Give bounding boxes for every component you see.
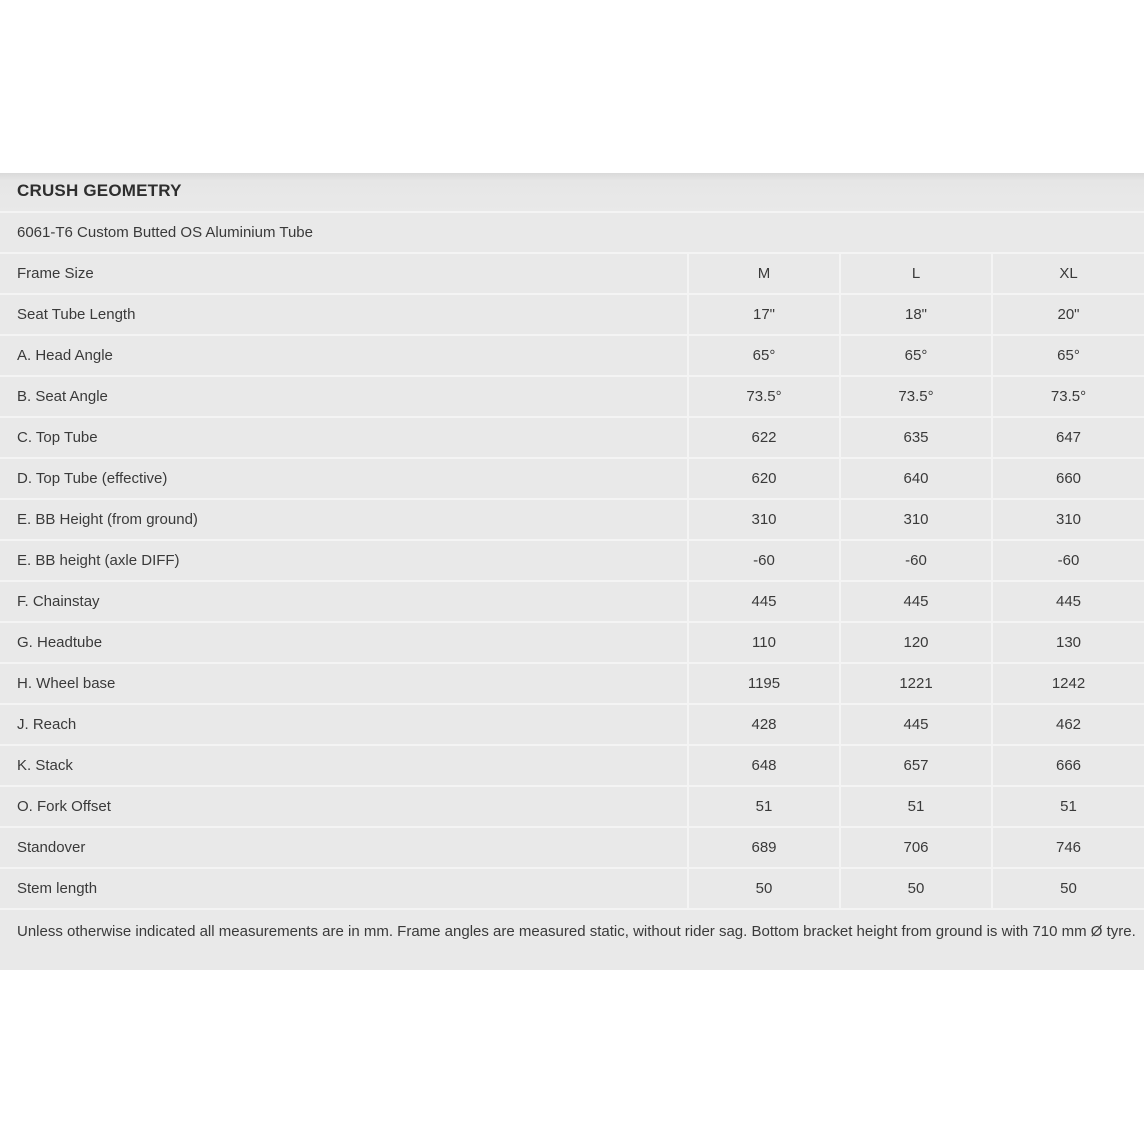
row-label: Stem length (0, 868, 688, 909)
row-value: 65° (992, 335, 1144, 376)
table-row (0, 868, 1144, 909)
row-value: 445 (688, 581, 840, 622)
row-value: 462 (992, 704, 1144, 745)
table-row (0, 663, 1144, 704)
row-value: 73.5° (688, 376, 840, 417)
geometry-table (0, 254, 1144, 910)
frame-size-label: Frame Size (0, 254, 688, 294)
row-value: -60 (840, 540, 992, 581)
row-value: 666 (992, 745, 1144, 786)
material-row (0, 213, 1144, 254)
table-row (0, 704, 1144, 745)
row-value: 746 (992, 827, 1144, 868)
row-value: 51 (992, 786, 1144, 827)
table-row (0, 376, 1144, 417)
row-label: K. Stack (0, 745, 688, 786)
row-value: 50 (688, 868, 840, 909)
row-label: B. Seat Angle (0, 376, 688, 417)
row-label: Seat Tube Length (0, 294, 688, 335)
measurement-note: Unless otherwise indicated all measurements are in mm. Frame angles are measured static, without rider sag. Bottom bracket height from ground is with 710 mm Ø tyre. (17, 923, 1136, 940)
row-value: 17" (688, 294, 840, 335)
row-value: 445 (840, 704, 992, 745)
row-value: 65° (688, 335, 840, 376)
row-value: 640 (840, 458, 992, 499)
row-value: 445 (840, 581, 992, 622)
row-label: E. BB height (axle DIFF) (0, 540, 688, 581)
size-m: M (688, 254, 840, 294)
row-value: 706 (840, 827, 992, 868)
row-label: Standover (0, 827, 688, 868)
table-row (0, 745, 1144, 786)
table-row (0, 294, 1144, 335)
row-value: -60 (688, 540, 840, 581)
row-value: 445 (992, 581, 1144, 622)
row-label: F. Chainstay (0, 581, 688, 622)
row-label: D. Top Tube (effective) (0, 458, 688, 499)
row-value: 20" (992, 294, 1144, 335)
row-value: 657 (840, 745, 992, 786)
table-row (0, 417, 1144, 458)
row-value: 50 (992, 868, 1144, 909)
size-xl: XL (992, 254, 1144, 294)
row-value: 1221 (840, 663, 992, 704)
row-value: 1195 (688, 663, 840, 704)
row-label: H. Wheel base (0, 663, 688, 704)
row-value: 65° (840, 335, 992, 376)
table-row (0, 499, 1144, 540)
header-row (0, 254, 1144, 294)
row-value: 73.5° (992, 376, 1144, 417)
row-value: 647 (992, 417, 1144, 458)
row-value: 50 (840, 868, 992, 909)
geometry-panel (0, 173, 1144, 970)
row-value: 635 (840, 417, 992, 458)
row-value: 648 (688, 745, 840, 786)
row-value: 120 (840, 622, 992, 663)
table-row (0, 581, 1144, 622)
row-value: 310 (688, 499, 840, 540)
row-value: 689 (688, 827, 840, 868)
row-value: 660 (992, 458, 1144, 499)
row-label: C. Top Tube (0, 417, 688, 458)
geometry-title: CRUSH GEOMETRY (17, 181, 182, 200)
frame-material: 6061-T6 Custom Butted OS Aluminium Tube (17, 224, 313, 241)
row-label: G. Headtube (0, 622, 688, 663)
table-row (0, 786, 1144, 827)
row-value: 428 (688, 704, 840, 745)
row-value: 51 (688, 786, 840, 827)
row-value: 110 (688, 622, 840, 663)
row-value: 310 (992, 499, 1144, 540)
note-row (0, 910, 1144, 970)
row-value: 622 (688, 417, 840, 458)
row-value: -60 (992, 540, 1144, 581)
title-bar (0, 173, 1144, 213)
row-label: O. Fork Offset (0, 786, 688, 827)
row-label: E. BB Height (from ground) (0, 499, 688, 540)
row-value: 620 (688, 458, 840, 499)
size-l: L (840, 254, 992, 294)
row-label: A. Head Angle (0, 335, 688, 376)
row-value: 1242 (992, 663, 1144, 704)
row-label: J. Reach (0, 704, 688, 745)
row-value: 18" (840, 294, 992, 335)
row-value: 51 (840, 786, 992, 827)
table-row (0, 458, 1144, 499)
table-row (0, 335, 1144, 376)
row-value: 73.5° (840, 376, 992, 417)
row-value: 130 (992, 622, 1144, 663)
table-row (0, 622, 1144, 663)
row-value: 310 (840, 499, 992, 540)
table-row (0, 540, 1144, 581)
table-row (0, 827, 1144, 868)
